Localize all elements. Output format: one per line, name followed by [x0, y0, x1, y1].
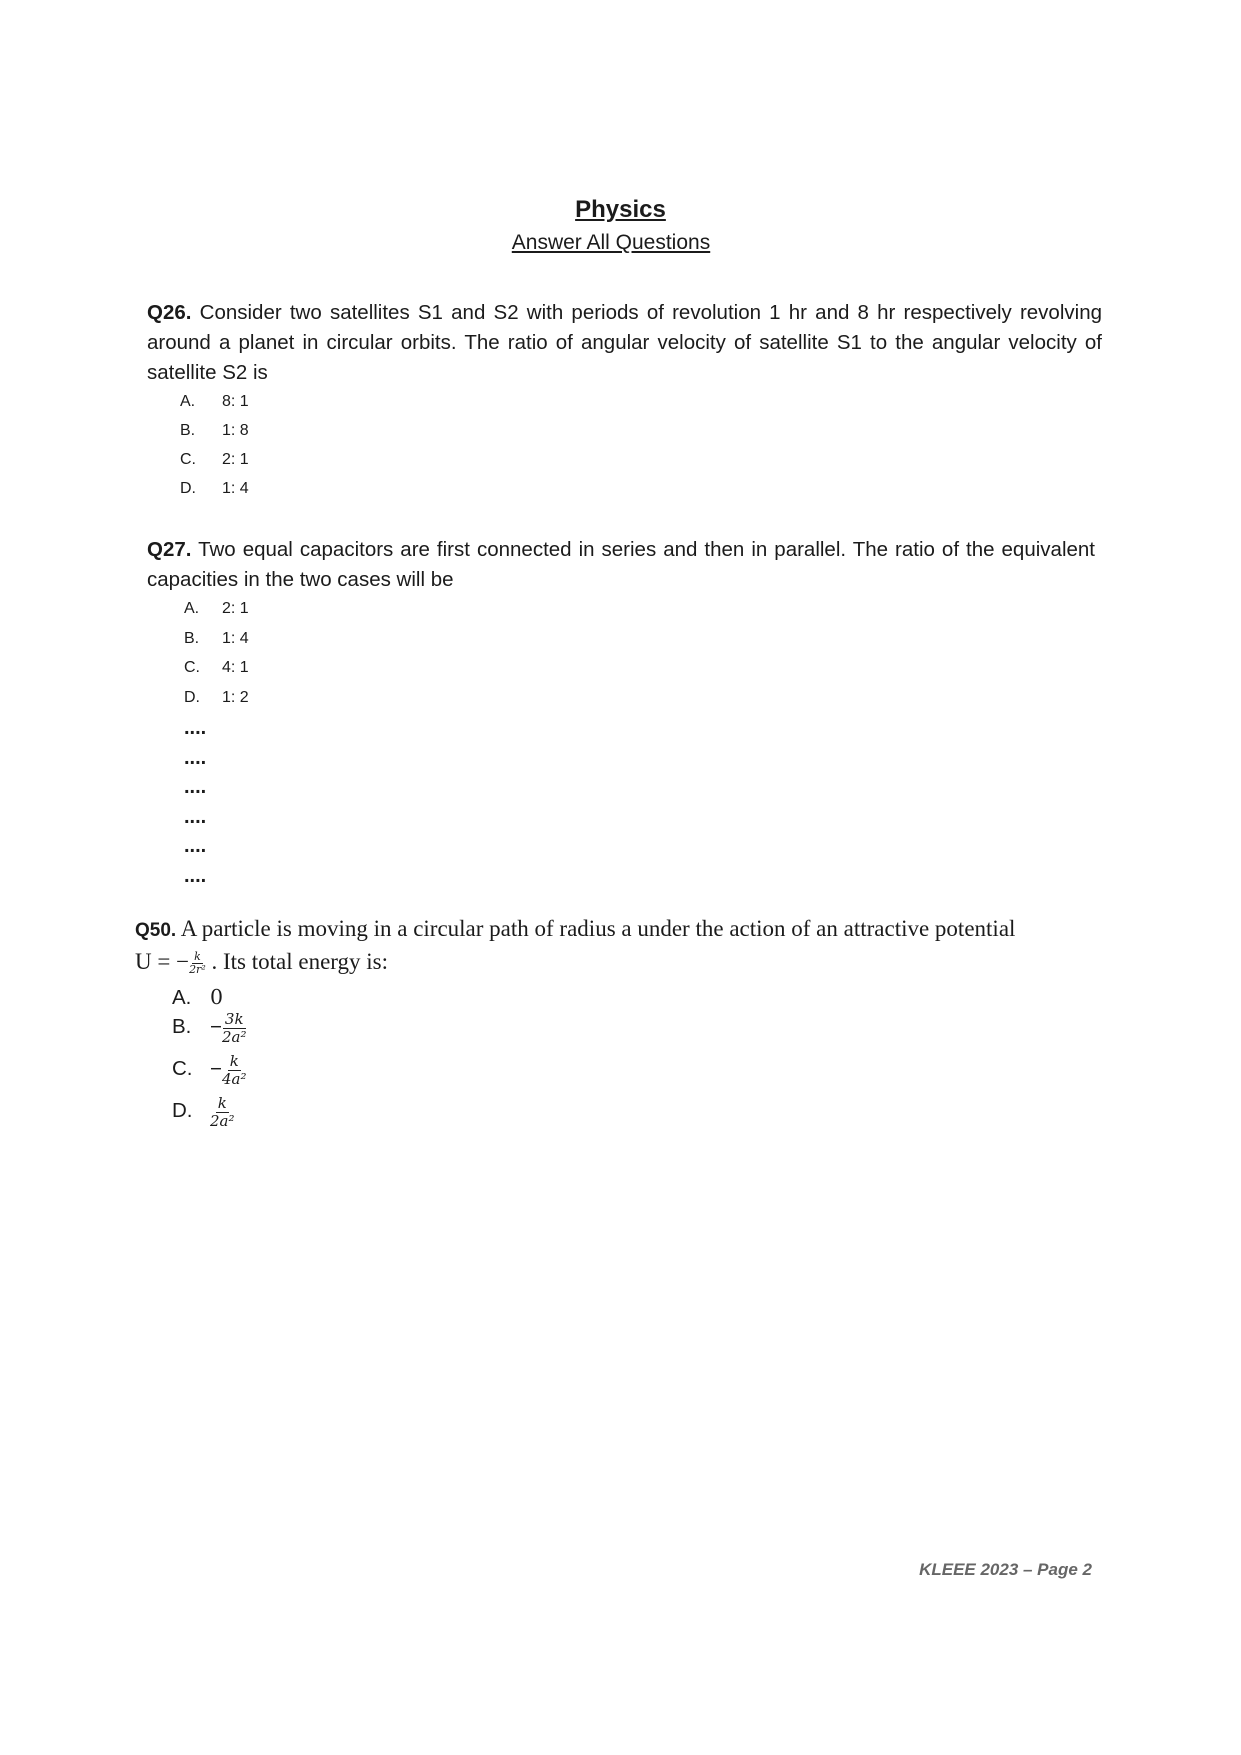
- fraction-denominator: 2r²: [189, 963, 206, 977]
- option-d[interactable]: [172, 1095, 235, 1129]
- option-c[interactable]: [180, 445, 249, 475]
- fraction-denominator: 2a²: [221, 1027, 247, 1046]
- option-b[interactable]: [180, 416, 249, 446]
- option-letter: A.: [180, 393, 196, 410]
- option-value: 0: [210, 985, 224, 1009]
- option-letter: B.: [184, 630, 200, 647]
- question-text: Consider two satellites S1 and S2 with periods of revolution 1 hr and 8 hr respectively revolving around a planet in circular orbits. The ratio of angular velocity of satellite S1 to the angular velocity of satellite S2 is: [147, 301, 1102, 384]
- option-letter: B.: [180, 422, 196, 439]
- option-letter: C.: [172, 1057, 193, 1081]
- option-letter: D.: [180, 480, 196, 497]
- option-a[interactable]: [180, 387, 249, 417]
- question-number: Q26.: [147, 301, 192, 324]
- option-sign: −: [210, 1015, 222, 1039]
- option-letter: B.: [172, 1015, 192, 1039]
- page-footer: KLEEE 2023 – Page 2: [919, 1560, 1092, 1579]
- option-a[interactable]: [184, 594, 249, 624]
- ellipsis: ....: [184, 806, 207, 828]
- question-text-suffix: . Its total energy is:: [211, 949, 389, 974]
- option-a[interactable]: [172, 985, 223, 1010]
- fraction-denominator: 4a²: [221, 1069, 247, 1088]
- option-value: 8: 1: [222, 393, 249, 410]
- ellipsis: ....: [184, 865, 207, 887]
- option-sign: −: [210, 1057, 222, 1081]
- question-27: [147, 535, 1095, 595]
- option-letter: A.: [184, 600, 200, 617]
- option-value: 4: 1: [222, 659, 249, 676]
- option-letter: D.: [184, 689, 200, 706]
- option-letter: A.: [172, 986, 192, 1009]
- ellipsis: ....: [184, 717, 207, 739]
- option-value: 1: 8: [222, 422, 249, 439]
- option-value: 2: 1: [222, 451, 249, 468]
- option-value: 1: 4: [222, 480, 249, 497]
- page-subtitle: Answer All Questions: [511, 231, 711, 254]
- fraction-numerator: k: [217, 1094, 227, 1112]
- question-50-line2: [135, 945, 735, 979]
- option-b[interactable]: [184, 624, 249, 654]
- option-d[interactable]: [180, 474, 249, 504]
- option-value: 2: 1: [222, 600, 249, 617]
- question-number: Q50.: [135, 920, 177, 941]
- question-50: [135, 912, 1105, 948]
- question-number: Q27.: [147, 538, 192, 561]
- fraction-numerator: 3k: [224, 1010, 244, 1028]
- fraction-denominator: 2a²: [210, 1111, 235, 1130]
- option-c[interactable]: [172, 1053, 246, 1087]
- option-value: 1: 2: [222, 689, 249, 706]
- fraction-numerator: k: [194, 950, 201, 964]
- question-text: Two equal capacitors are first connected in series and then in parallel. The ratio of the equivalent capacities in the two cases will be: [147, 538, 1095, 591]
- option-fraction: [210, 1095, 235, 1129]
- potential-prefix: U = −: [135, 949, 190, 974]
- option-d[interactable]: [184, 683, 249, 713]
- option-value: 1: 4: [222, 630, 249, 647]
- question-26: [147, 298, 1102, 388]
- option-b[interactable]: [172, 1011, 246, 1045]
- option-fraction: [222, 1011, 247, 1045]
- page-title: Physics: [575, 196, 666, 223]
- option-letter: C.: [184, 659, 200, 676]
- option-letter: D.: [172, 1099, 193, 1123]
- fraction-numerator: k: [229, 1052, 239, 1070]
- option-fraction: [222, 1053, 247, 1087]
- ellipsis: ....: [184, 835, 207, 857]
- option-c[interactable]: [184, 653, 249, 683]
- ellipsis: ....: [184, 776, 207, 798]
- option-letter: C.: [180, 451, 196, 468]
- question-text: A particle is moving in a circular path of radius a under the action of an attractive potential: [180, 916, 1016, 941]
- ellipsis: ....: [184, 747, 207, 769]
- potential-fraction: [189, 951, 206, 976]
